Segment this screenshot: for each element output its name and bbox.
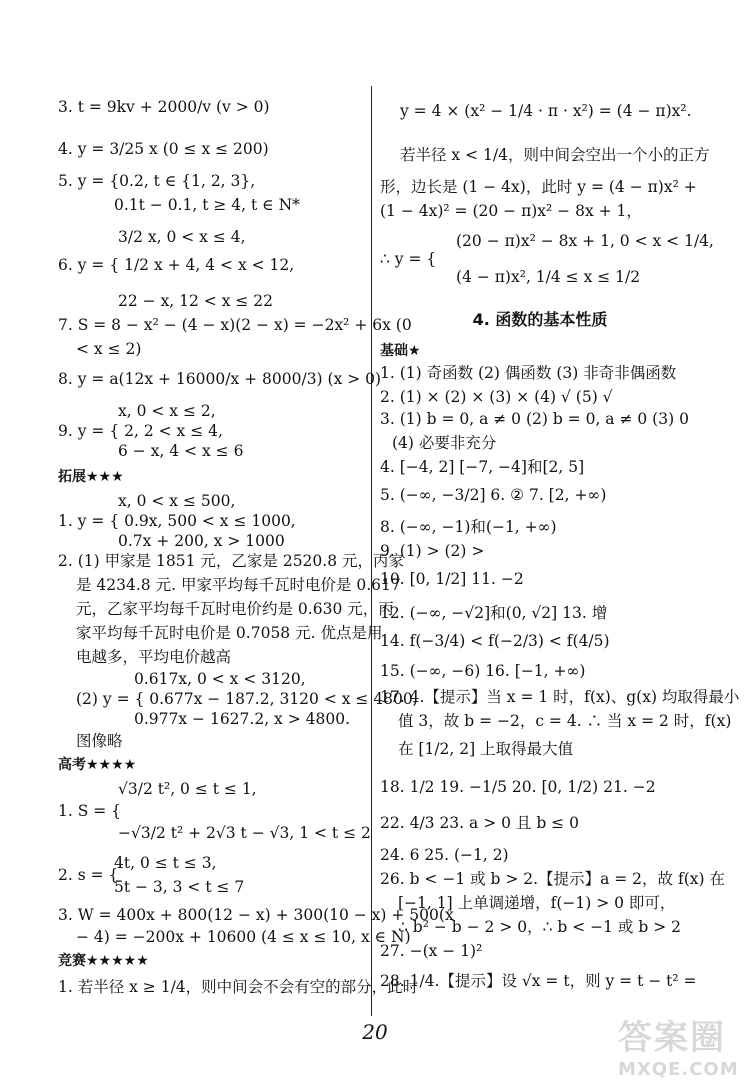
jichu-17-line1: 17. 4.【提示】当 x = 1 时，f(x)、g(x) 均取得最小 [380, 688, 740, 706]
tuozhan-2-line5: 电越多，平均电价越高 [76, 648, 232, 666]
jichu-9: 9. (1) > (2) > [380, 542, 485, 560]
tuozhan-2-line8: 0.977x − 1627.2, x > 4800. [134, 710, 351, 728]
jingsai-1: 1. 若半径 x ≥ 1/4，则中间会不会有空的部分，此时 [58, 978, 419, 996]
answer-5-line1: 5. y = {0.2, t ∈ {1, 2, 3}, [58, 172, 256, 190]
continued-piecewise-line3: (4 − π)x², 1/4 ≤ x ≤ 1/2 [456, 268, 641, 286]
tuozhan-1-line1: x, 0 < x ≤ 500, [118, 492, 236, 510]
continued-piecewise-line1: (20 − π)x² − 8x + 1, 0 < x < 1/4, [456, 232, 714, 250]
section-heading-jichu: 基础★ [380, 343, 421, 359]
gaokao-1-line2: 1. S = { [58, 802, 122, 820]
jichu-17-line3: 在 [1/2, 2] 上取得最大值 [398, 740, 574, 758]
jichu-26-line3: ∴ b² − b − 2 > 0，∴ b < −1 或 b > 2 [398, 918, 681, 936]
jichu-8: 8. (−∞, −1)和(−1, +∞) [380, 518, 557, 536]
jichu-26-line2: [−1, 1] 上单调递增，f(−1) > 0 即可， [398, 894, 676, 912]
tuozhan-1-line3: 0.7x + 200, x > 1000 [118, 532, 285, 550]
answer-4: 4. y = 3/25 x (0 ≤ x ≤ 200) [58, 140, 269, 158]
continued-line4: (1 − 4x)² = (20 − π)x² − 8x + 1， [380, 202, 642, 220]
answer-6-line1: 3/2 x, 0 < x ≤ 4, [118, 228, 246, 246]
jichu-5-7: 5. (−∞, −3/2] 6. ② 7. [2, +∞) [380, 486, 607, 504]
jichu-26-line1: 26. b < −1 或 b > 2.【提示】a = 2，故 f(x) 在 [380, 870, 725, 888]
page-number: 20 [362, 1020, 388, 1044]
jichu-24-25: 24. 6 25. (−1, 2) [380, 846, 509, 864]
jichu-3-line2: (4) 必要非充分 [392, 434, 497, 452]
jichu-1: 1. (1) 奇函数 (2) 偶函数 (3) 非奇非偶函数 [380, 364, 677, 382]
gaokao-1-line1: √3/2 t², 0 ≤ t ≤ 1, [118, 780, 257, 798]
tuozhan-2-line1: 2. (1) 甲家是 1851 元，乙家是 2520.8 元，丙家 [58, 552, 404, 570]
continued-line2: 若半径 x < 1/4，则中间会空出一个小的正方 [400, 146, 710, 164]
tuozhan-2-note: 图像略 [76, 732, 123, 750]
tuozhan-1-line2: 1. y = { 0.9x, 500 < x ≤ 1000, [58, 512, 296, 530]
jichu-14: 14. f(−3/4) < f(−2/3) < f(4/5) [380, 632, 610, 650]
jichu-28: 28. 1/4.【提示】设 √x = t，则 y = t − t² = [380, 972, 697, 990]
section-heading-jingsai: 竞赛★★★★★ [58, 953, 149, 969]
watermark-line1: 答案圈 [618, 1018, 726, 1058]
gaokao-3-line1: 3. W = 400x + 800(12 − x) + 300(10 − x) + 500(x [58, 906, 454, 924]
answer-9-line2: 9. y = { 2, 2 < x ≤ 4, [58, 422, 223, 440]
gaokao-2-line1: 4t, 0 ≤ t ≤ 3, [114, 854, 217, 872]
gaokao-3-line2: − 4) = −200x + 10600 (4 ≤ x ≤ 10, x ∈ N) [76, 928, 411, 946]
answer-7-line2: < x ≤ 2) [76, 340, 142, 358]
answer-6-line3: 22 − x, 12 < x ≤ 22 [118, 292, 274, 310]
section-title: 4. 函数的基本性质 [472, 310, 608, 329]
jichu-27: 27. −(x − 1)² [380, 942, 483, 960]
answer-9-line3: 6 − x, 4 < x ≤ 6 [118, 442, 244, 460]
answer-7-line1: 7. S = 8 − x² − (4 − x)(2 − x) = −2x² + 6x (0 [58, 316, 412, 334]
gaokao-2-line2: 2. s = { [58, 866, 119, 884]
answer-6-line2: 6. y = { 1/2 x + 4, 4 < x < 12, [58, 256, 295, 274]
watermark-line2: MXQE.COM [618, 1059, 739, 1080]
gaokao-2-line3: 5t − 3, 3 < t ≤ 7 [114, 878, 245, 896]
answer-8: 8. y = a(12x + 16000/x + 8000/3) (x > 0) [58, 370, 382, 388]
jichu-4: 4. [−4, 2] [−7, −4]和[2, 5] [380, 458, 585, 476]
jichu-12-13: 12. (−∞, −√2]和(0, √2] 13. 增 [380, 604, 608, 622]
column-divider [371, 86, 372, 1016]
continued-line3: 形，边长是 (1 − 4x)，此时 y = (4 − π)x² + [380, 178, 697, 196]
section-heading-tuozhan: 拓展★★★ [58, 469, 124, 485]
gaokao-1-line3: −√3/2 t² + 2√3 t − √3, 1 < t ≤ 2 [118, 824, 371, 842]
jichu-22-23: 22. 4/3 23. a > 0 且 b ≤ 0 [380, 814, 579, 832]
tuozhan-2-line3: 元，乙家平均每千瓦时电价约是 0.630 元，丙 [76, 600, 394, 618]
tuozhan-2-line6: 0.617x, 0 < x < 3120, [134, 670, 306, 688]
section-heading-gaokao: 高考★★★★ [58, 757, 137, 773]
jichu-10-11: 10. [0, 1/2] 11. −2 [380, 570, 524, 588]
jichu-18-21: 18. 1/2 19. −1/5 20. [0, 1/2) 21. −2 [380, 778, 656, 796]
tuozhan-2-line2: 是 4234.8 元. 甲家平均每千瓦时电价是 0.617 [76, 576, 401, 594]
continued-line1: y = 4 × (x² − 1/4 · π · x²) = (4 − π)x². [400, 102, 692, 120]
jichu-17-line2: 值 3，故 b = −2，c = 4. ∴ 当 x = 2 时，f(x) [398, 712, 732, 730]
tuozhan-2-line7: (2) y = { 0.677x − 187.2, 3120 < x ≤ 4800, [76, 690, 418, 708]
jichu-15-16: 15. (−∞, −6) 16. [−1, +∞) [380, 662, 586, 680]
answer-9-line1: x, 0 < x ≤ 2, [118, 402, 216, 420]
jichu-3-line1: 3. (1) b = 0, a ≠ 0 (2) b = 0, a ≠ 0 (3) 0 [380, 410, 689, 428]
jichu-2: 2. (1) × (2) × (3) × (4) √ (5) √ [380, 388, 613, 406]
answer-5-line2: 0.1t − 0.1, t ≥ 4, t ∈ N* [114, 196, 300, 214]
watermark-logo [618, 1010, 739, 1080]
answer-3: 3. t = 9kv + 2000/v (v > 0) [58, 98, 270, 116]
tuozhan-2-line4: 家平均每千瓦时电价是 0.7058 元. 优点是用 [76, 624, 383, 642]
continued-piecewise-line2: ∴ y = { [380, 250, 437, 268]
